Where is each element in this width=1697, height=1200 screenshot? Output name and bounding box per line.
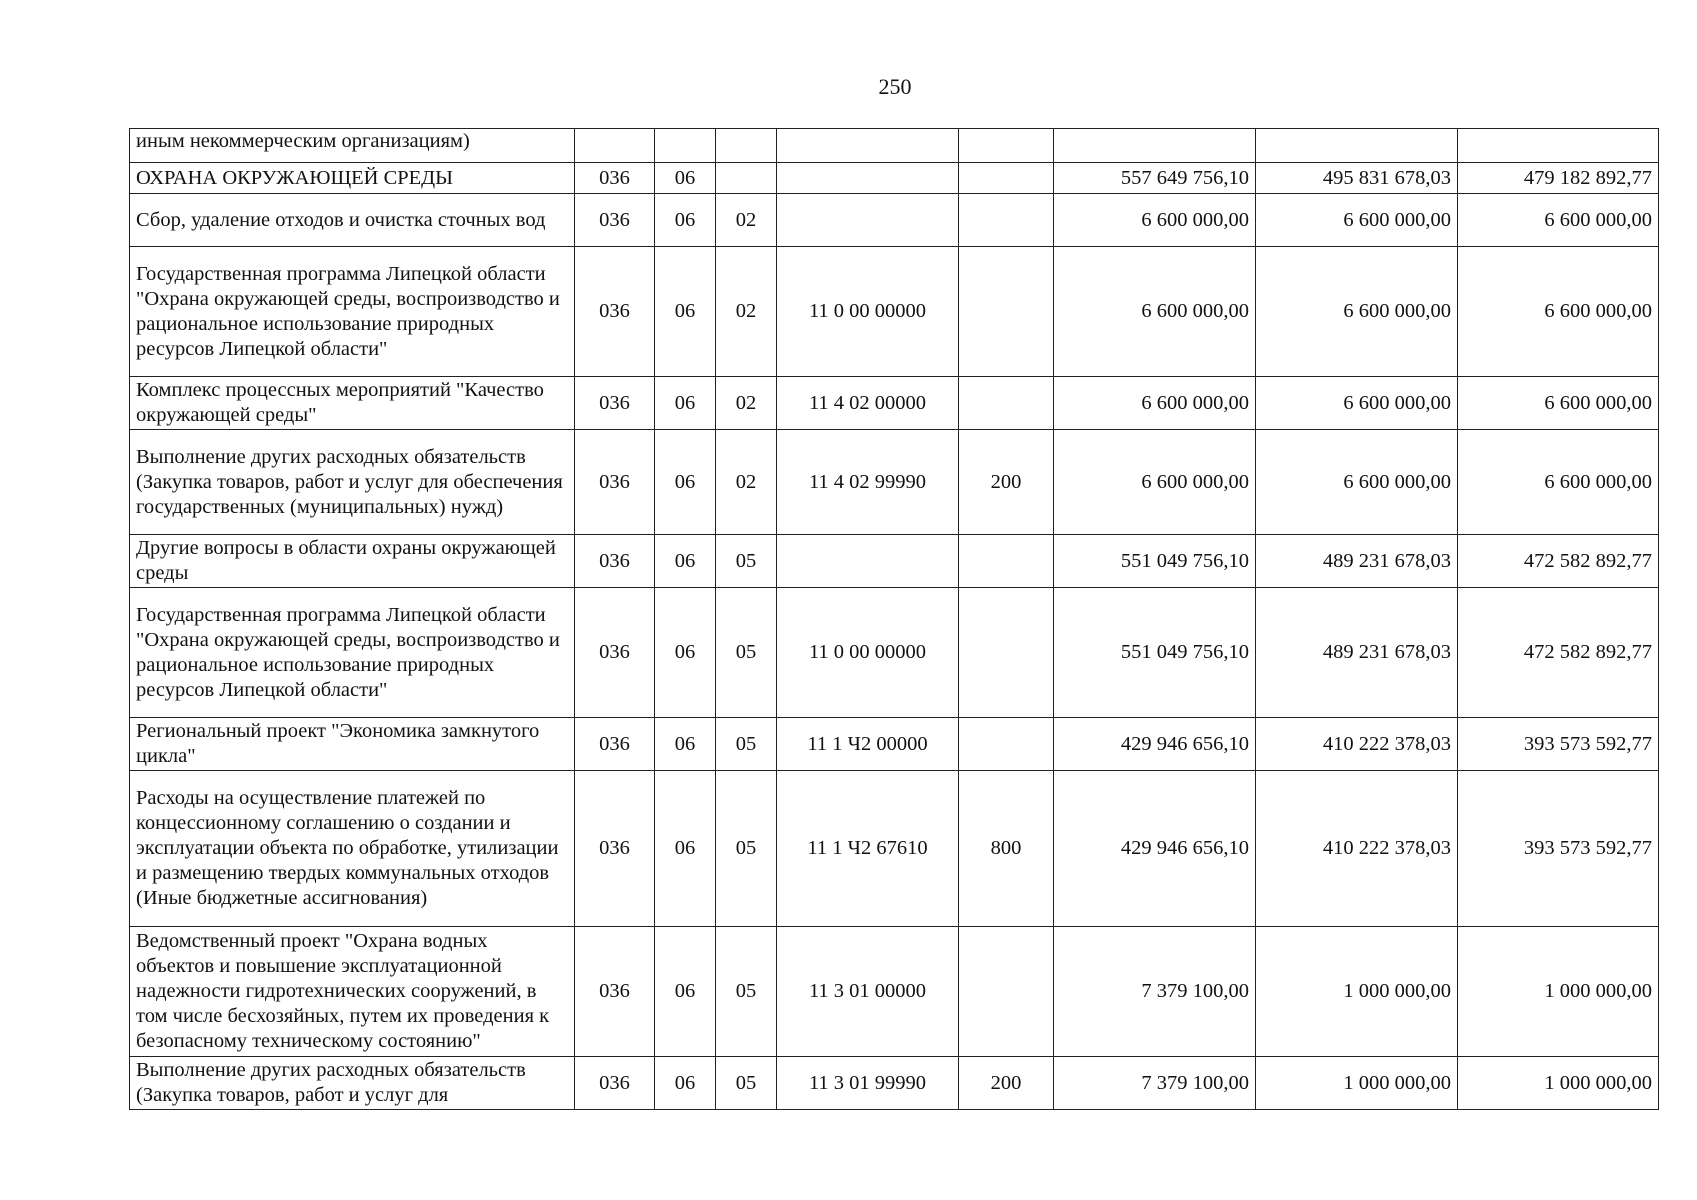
subsection-cell: 02 — [716, 377, 777, 430]
section-cell: 06 — [655, 163, 716, 194]
subsection-cell — [716, 163, 777, 194]
expense-type-cell — [959, 718, 1054, 771]
table-row — [130, 1057, 1659, 1110]
ved-cell: 036 — [575, 535, 655, 588]
amount-cell-1: 6 600 000,00 — [1054, 247, 1256, 377]
subsection-cell: 05 — [716, 535, 777, 588]
subsection-cell — [716, 129, 777, 163]
ved-cell: 036 — [575, 377, 655, 430]
ved-cell: 036 — [575, 718, 655, 771]
ved-cell: 036 — [575, 430, 655, 535]
table-row — [130, 535, 1659, 588]
ved-cell: 036 — [575, 1057, 655, 1110]
amount-cell-2 — [1256, 129, 1458, 163]
row-name-cell: Государственная программа Липецкой области "Охрана окружающей среды, воспроизводство и рациональное использование природных ресурсов Липецкой области" — [130, 247, 575, 377]
subsection-cell: 02 — [716, 194, 777, 247]
table-row — [130, 377, 1659, 430]
row-name-cell: Ведомственный проект "Охрана водных объектов и повышение эксплуатационной надежности гидротехнических сооружений, в том числе бесхозяйных, путем их проведения к безопасному техническому состоянию" — [130, 927, 575, 1057]
target-article-cell: 11 3 01 99990 — [777, 1057, 959, 1110]
amount-cell-2: 6 600 000,00 — [1256, 377, 1458, 430]
target-article-cell — [777, 535, 959, 588]
amount-cell-3: 1 000 000,00 — [1458, 1057, 1659, 1110]
amount-cell-1: 551 049 756,10 — [1054, 535, 1256, 588]
row-name-cell: Выполнение других расходных обязательств (Закупка товаров, работ и услуг для — [130, 1057, 575, 1110]
target-article-cell — [777, 163, 959, 194]
amount-cell-2: 1 000 000,00 — [1256, 927, 1458, 1057]
row-name-cell: Сбор, удаление отходов и очистка сточных вод — [130, 194, 575, 247]
table-row — [130, 163, 1659, 194]
section-cell: 06 — [655, 247, 716, 377]
amount-cell-2: 6 600 000,00 — [1256, 430, 1458, 535]
amount-cell-1: 557 649 756,10 — [1054, 163, 1256, 194]
table-row — [130, 247, 1659, 377]
target-article-cell — [777, 129, 959, 163]
target-article-cell: 11 1 Ч2 67610 — [777, 771, 959, 927]
amount-cell-3: 1 000 000,00 — [1458, 927, 1659, 1057]
section-cell: 06 — [655, 927, 716, 1057]
amount-cell-3: 6 600 000,00 — [1458, 377, 1659, 430]
amount-cell-1: 7 379 100,00 — [1054, 927, 1256, 1057]
table-row — [130, 129, 1659, 163]
target-article-cell: 11 4 02 99990 — [777, 430, 959, 535]
section-cell: 06 — [655, 194, 716, 247]
section-cell: 06 — [655, 718, 716, 771]
row-name-cell: Государственная программа Липецкой области "Охрана окружающей среды, воспроизводство и рациональное использование природных ресурсов Липецкой области" — [130, 588, 575, 718]
amount-cell-1: 6 600 000,00 — [1054, 194, 1256, 247]
amount-cell-1: 551 049 756,10 — [1054, 588, 1256, 718]
subsection-cell: 05 — [716, 771, 777, 927]
amount-cell-2: 489 231 678,03 — [1256, 535, 1458, 588]
expense-type-cell — [959, 194, 1054, 247]
row-name-cell: Региональный проект "Экономика замкнутого цикла" — [130, 718, 575, 771]
row-name-cell: Выполнение других расходных обязательств (Закупка товаров, работ и услуг для обеспечения государственных (муниципальных) нужд) — [130, 430, 575, 535]
amount-cell-1: 7 379 100,00 — [1054, 1057, 1256, 1110]
ved-cell: 036 — [575, 247, 655, 377]
amount-cell-3: 393 573 592,77 — [1458, 771, 1659, 927]
amount-cell-3: 472 582 892,77 — [1458, 588, 1659, 718]
section-cell: 06 — [655, 535, 716, 588]
budget-table — [129, 128, 1659, 1110]
amount-cell-1 — [1054, 129, 1256, 163]
amount-cell-3: 472 582 892,77 — [1458, 535, 1659, 588]
expense-type-cell — [959, 535, 1054, 588]
ved-cell: 036 — [575, 163, 655, 194]
expense-type-cell: 200 — [959, 1057, 1054, 1110]
section-cell: 06 — [655, 430, 716, 535]
amount-cell-1: 429 946 656,10 — [1054, 771, 1256, 927]
row-name-cell: Другие вопросы в области охраны окружающей среды — [130, 535, 575, 588]
ved-cell: 036 — [575, 927, 655, 1057]
row-name-cell: Расходы на осуществление платежей по концессионному соглашению о создании и эксплуатации объекта по обработке, утилизации и размещению твердых коммунальных отходов (Иные бюджетные ассигнования) — [130, 771, 575, 927]
section-cell: 06 — [655, 588, 716, 718]
expense-type-cell — [959, 588, 1054, 718]
amount-cell-3: 479 182 892,77 — [1458, 163, 1659, 194]
section-cell: 06 — [655, 1057, 716, 1110]
amount-cell-1: 429 946 656,10 — [1054, 718, 1256, 771]
expense-type-cell — [959, 377, 1054, 430]
expense-type-cell — [959, 163, 1054, 194]
expense-type-cell — [959, 129, 1054, 163]
ved-cell: 036 — [575, 588, 655, 718]
table-row — [130, 927, 1659, 1057]
section-cell: 06 — [655, 771, 716, 927]
table-row — [130, 771, 1659, 927]
ved-cell: 036 — [575, 194, 655, 247]
amount-cell-2: 410 222 378,03 — [1256, 718, 1458, 771]
expense-type-cell — [959, 927, 1054, 1057]
section-cell — [655, 129, 716, 163]
target-article-cell: 11 0 00 00000 — [777, 247, 959, 377]
amount-cell-3: 6 600 000,00 — [1458, 194, 1659, 247]
amount-cell-2: 6 600 000,00 — [1256, 247, 1458, 377]
amount-cell-3 — [1458, 129, 1659, 163]
row-name-cell: Комплекс процессных мероприятий "Качество окружающей среды" — [130, 377, 575, 430]
page-number: 250 — [878, 74, 912, 99]
target-article-cell: 11 4 02 00000 — [777, 377, 959, 430]
subsection-cell: 02 — [716, 430, 777, 535]
amount-cell-2: 410 222 378,03 — [1256, 771, 1458, 927]
amount-cell-3: 6 600 000,00 — [1458, 247, 1659, 377]
amount-cell-3: 6 600 000,00 — [1458, 430, 1659, 535]
expense-type-cell — [959, 247, 1054, 377]
table-row — [130, 588, 1659, 718]
subsection-cell: 05 — [716, 927, 777, 1057]
amount-cell-3: 393 573 592,77 — [1458, 718, 1659, 771]
amount-cell-2: 489 231 678,03 — [1256, 588, 1458, 718]
ved-cell: 036 — [575, 771, 655, 927]
amount-cell-1: 6 600 000,00 — [1054, 377, 1256, 430]
subsection-cell: 05 — [716, 588, 777, 718]
expense-type-cell: 800 — [959, 771, 1054, 927]
expense-type-cell: 200 — [959, 430, 1054, 535]
amount-cell-2: 6 600 000,00 — [1256, 194, 1458, 247]
target-article-cell: 11 0 00 00000 — [777, 588, 959, 718]
table-row — [130, 430, 1659, 535]
amount-cell-2: 1 000 000,00 — [1256, 1057, 1458, 1110]
table-row — [130, 194, 1659, 247]
amount-cell-1: 6 600 000,00 — [1054, 430, 1256, 535]
table-row — [130, 718, 1659, 771]
target-article-cell: 11 3 01 00000 — [777, 927, 959, 1057]
target-article-cell: 11 1 Ч2 00000 — [777, 718, 959, 771]
target-article-cell — [777, 194, 959, 247]
subsection-cell: 05 — [716, 1057, 777, 1110]
amount-cell-2: 495 831 678,03 — [1256, 163, 1458, 194]
row-name-cell: ОХРАНА ОКРУЖАЮЩЕЙ СРЕДЫ — [130, 163, 575, 194]
subsection-cell: 05 — [716, 718, 777, 771]
row-name-cell: иным некоммерческим организациям) — [130, 129, 575, 163]
subsection-cell: 02 — [716, 247, 777, 377]
ved-cell — [575, 129, 655, 163]
section-cell: 06 — [655, 377, 716, 430]
